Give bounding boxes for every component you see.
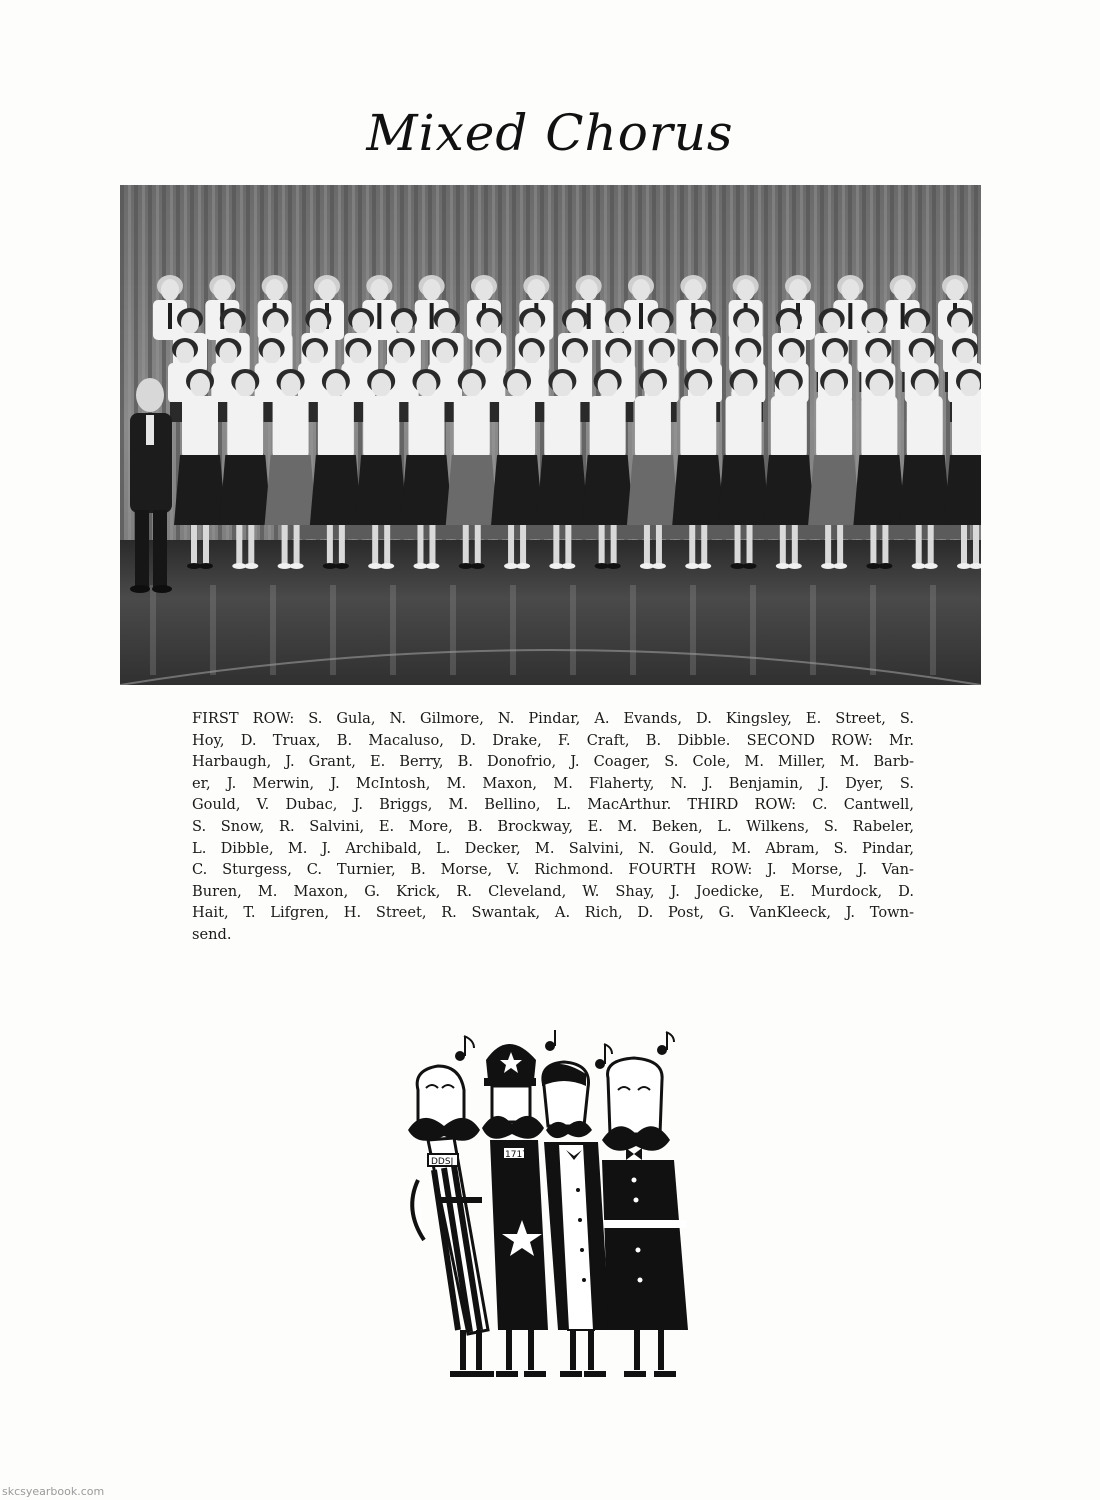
singer-figure [624,275,658,340]
group-photo-drawing [120,185,981,685]
chorus-group-photo [120,185,981,685]
singer-policeman-figure [482,1044,548,1374]
svg-text:1717: 1717 [505,1150,528,1160]
floor-reflection [150,585,156,675]
caption-line: send. [192,925,232,943]
floor-reflection [510,585,516,675]
caption-line: Gould, V. Dubac, J. Briggs, M. Bellino, L. MacArthur. THIRD ROW: C. Cantwell, [192,796,914,814]
caption-line: Hoy, D. Truax, B. Macaluso, D. Drake, F. Craft, B. Dibble. SECOND ROW: Mr. [192,731,914,749]
floor-reflection [390,585,396,675]
risers [290,525,970,539]
floor-reflection [750,585,756,675]
floor-reflection [870,585,876,675]
svg-text:DDSJ: DDSJ [431,1157,454,1167]
barbershop-quartet-illustration [398,1030,708,1392]
floor-reflection [330,585,336,675]
quartet-drawing [398,1030,708,1392]
floor-reflection [630,585,636,675]
caption-line: Hait, T. Lifgren, H. Street, R. Swantak, A. Rich, D. Post, G. VanKleeck, J. Town- [192,904,914,922]
singer-striped-figure [408,1066,494,1374]
singer-bowtie-figure [602,1058,688,1374]
caption-line: L. Dibble, M. J. Archibald, L. Decker, M. Salvini, N. Gould, M. Abram, S. Pindar, [192,839,914,857]
floor-reflection [810,585,816,675]
floor-reflection [690,585,696,675]
floor-reflection [210,585,216,675]
floor-reflection [450,585,456,675]
caption-line: C. Sturgess, C. Turnier, B. Morse, V. Richmond. FOURTH ROW: J. Morse, J. Van- [192,861,914,879]
singer-tuxedo-figure [542,1062,610,1374]
caption-line: FIRST ROW: S. Gula, N. Gilmore, N. Pindar, A. Evands, D. Kingsley, E. Street, S. [192,710,914,727]
photo-caption [192,708,914,946]
caption-line: Buren, M. Maxon, G. Krick, R. Cleveland, W. Shay, J. Joedicke, E. Murdock, D. [192,882,914,900]
caption-line: S. Snow, R. Salvini, E. More, B. Brockway, E. M. Beken, L. Wilkens, S. Rabeler, [192,817,914,835]
footer-watermark: skcsyearbook.com [2,1485,105,1498]
singer-figure [153,275,187,340]
page-title: Mixed Chorus [366,104,734,162]
caption-line: er, J. Merwin, J. McIntosh, M. Maxon, M. Flaherty, N. J. Benjamin, J. Dyer, S. [192,774,914,792]
caption-line: Harbaugh, J. Grant, E. Berry, B. Donofrio, J. Coager, S. Cole, M. Miller, M. Barb- [192,753,914,771]
floor-reflection [270,585,276,675]
floor-reflection [570,585,576,675]
floor-reflection [930,585,936,675]
